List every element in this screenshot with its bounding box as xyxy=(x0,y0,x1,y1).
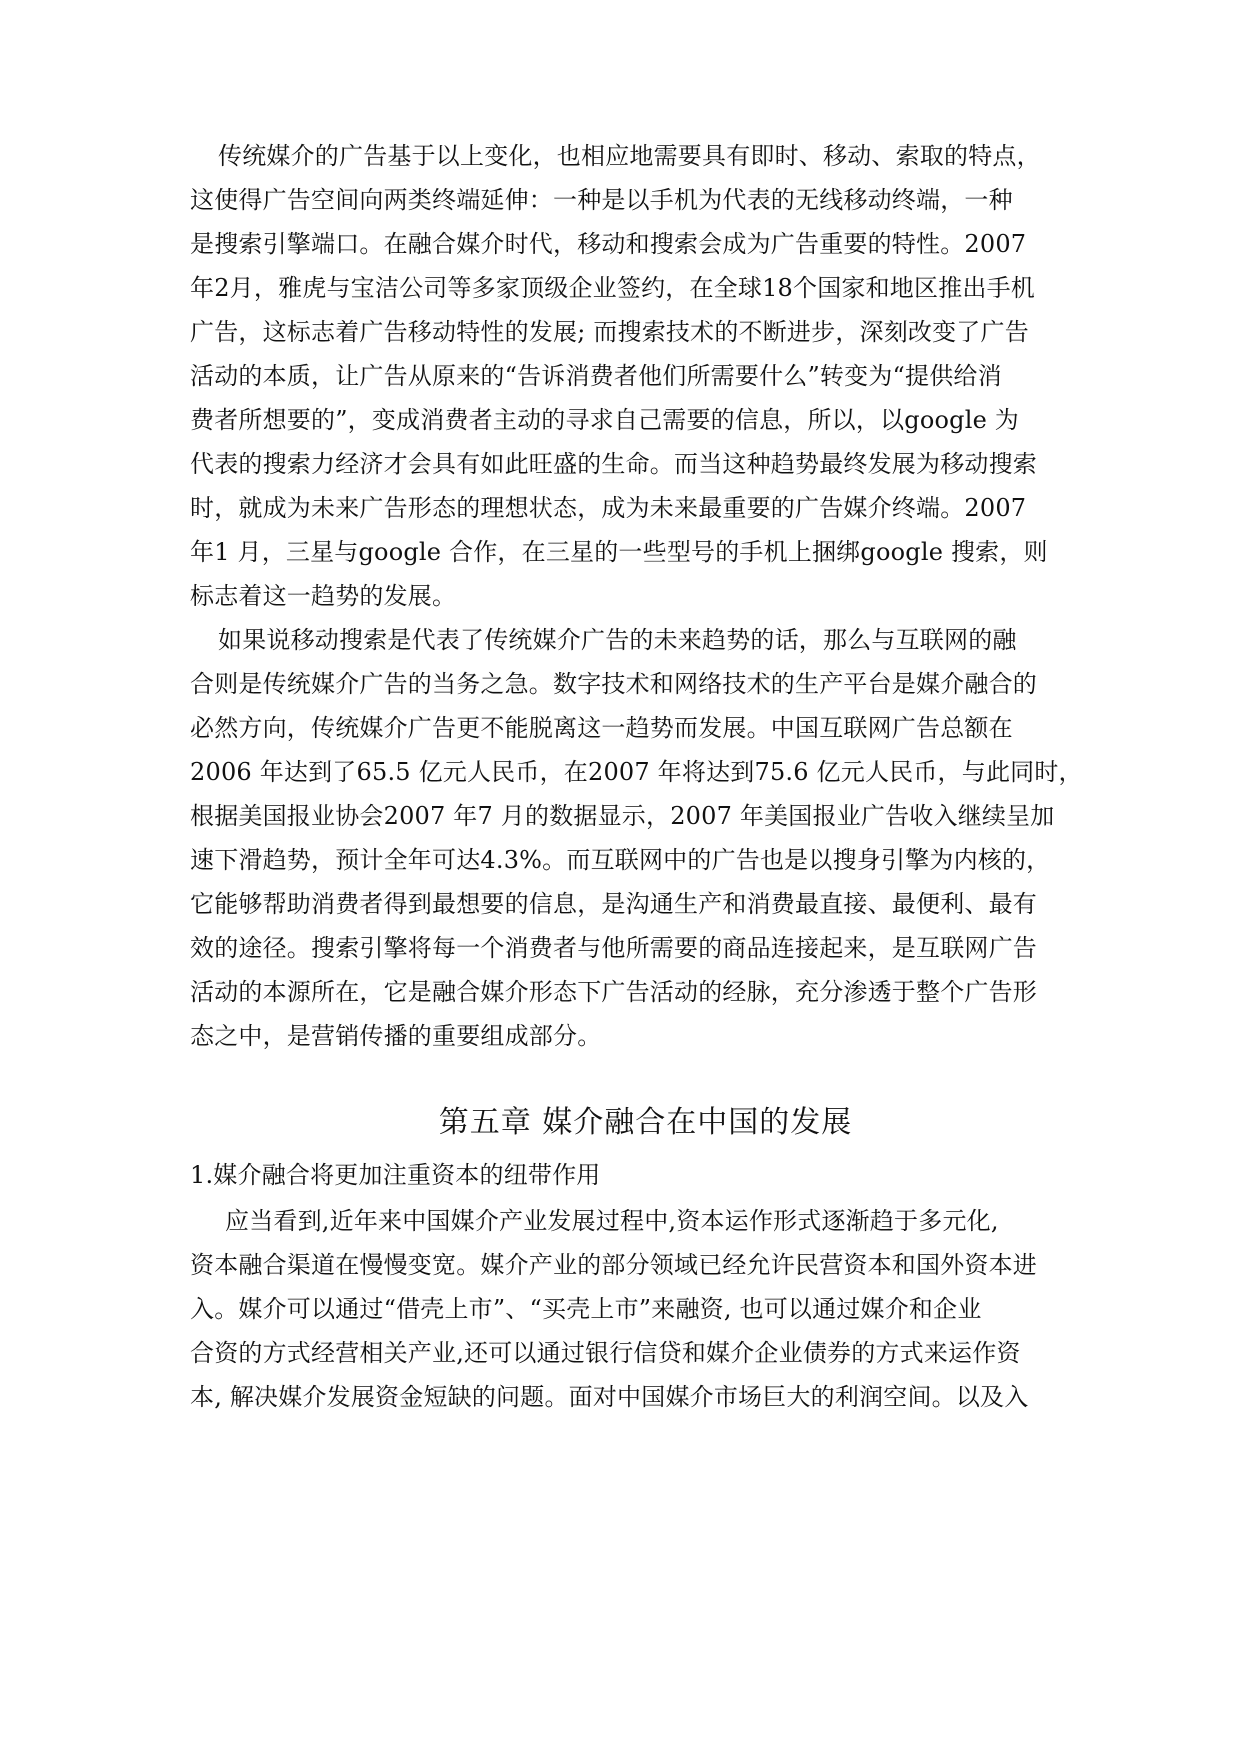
paragraph-line: 2006 年达到了65.5 亿元人民币，在2007 年将达到75.6 亿元人民币，与此同时， xyxy=(190,758,1083,786)
paragraph-line: 入。媒介可以通过“借壳上市”、“买壳上市”来融资, 也可以通过媒介和企业 xyxy=(190,1295,982,1323)
paragraph-line: 费者所想要的”，变成消费者主动的寻求自己需要的信息，所以，以google 为 xyxy=(190,406,1019,434)
section-title: 1.媒介融合将更加注重资本的纽带作用 xyxy=(190,1161,601,1189)
paragraph-line: 合资的方式经营相关产业,还可以通过银行信贷和媒介企业债券的方式来运作资 xyxy=(190,1339,1021,1367)
paragraph-line: 广告，这标志着广告移动特性的发展; 而搜索技术的不断进步，深刻改变了广告 xyxy=(190,318,1029,346)
paragraph-line: 代表的搜索力经济才会具有如此旺盛的生命。而当这种趋势最终发展为移动搜索 xyxy=(190,450,1037,478)
paragraph-line: 传统媒介的广告基于以上变化，也相应地需要具有即时、移动、索取的特点， xyxy=(218,142,1041,170)
paragraph-line: 活动的本源所在，它是融合媒介形态下广告活动的经脉，充分渗透于整个广告形 xyxy=(190,978,1037,1006)
paragraph-line: 态之中，是营销传播的重要组成部分。 xyxy=(190,1022,602,1050)
paragraph-line: 效的途径。搜索引擎将每一个消费者与他所需要的商品连接起来，是互联网广告 xyxy=(190,934,1037,962)
paragraph-line: 如果说移动搜索是代表了传统媒介广告的未来趋势的话，那么与互联网的融 xyxy=(218,626,1017,654)
paragraph-line: 是搜索引擎端口。在融合媒介时代，移动和搜索会成为广告重要的特性。2007 xyxy=(190,230,1027,258)
paragraph-line: 年2月，雅虎与宝洁公司等多家顶级企业签约，在全球18个国家和地区推出手机 xyxy=(190,274,1036,302)
paragraph-line: 速下滑趋势，预计全年可达4.3%。而互联网中的广告也是以搜身引擎为内核的， xyxy=(190,846,1051,874)
paragraph-line: 这使得广告空间向两类终端延伸：一种是以手机为代表的无线移动终端，一种 xyxy=(190,186,1013,214)
paragraph-line: 时，就成为未来广告形态的理想状态，成为未来最重要的广告媒介终端。2007 xyxy=(190,494,1027,522)
paragraph-line: 活动的本质，让广告从原来的“告诉消费者他们所需要什么”转变为“提供给消 xyxy=(190,362,1002,390)
paragraph-line: 必然方向，传统媒介广告更不能脱离这一趋势而发展。中国互联网广告总额在 xyxy=(190,714,1013,742)
paragraph-line: 合则是传统媒介广告的当务之急。数字技术和网络技术的生产平台是媒介融合的 xyxy=(190,670,1037,698)
paragraph-line: 年1 月，三星与google 合作，在三星的一些型号的手机上捆绑google 搜索，则 xyxy=(190,538,1048,566)
chapter-title: 第五章 媒介融合在中国的发展 xyxy=(438,1105,853,1140)
paragraph-line: 根据美国报业协会2007 年7 月的数据显示，2007 年美国报业广告收入继续呈加 xyxy=(190,802,1055,830)
paragraph-line: 资本融合渠道在慢慢变宽。媒介产业的部分领域已经允许民营资本和国外资本进 xyxy=(190,1251,1037,1279)
paragraph-line: 应当看到,近年来中国媒介产业发展过程中,资本运作形式逐渐趋于多元化, xyxy=(225,1207,999,1235)
paragraph-line: 标志着这一趋势的发展。 xyxy=(190,582,457,610)
paragraph-line: 本, 解决媒介发展资金短缺的问题。面对中国媒介市场巨大的利润空间。以及入 xyxy=(190,1383,1029,1411)
paragraph-line: 它能够帮助消费者得到最想要的信息，是沟通生产和消费最直接、最便利、最有 xyxy=(190,890,1037,918)
